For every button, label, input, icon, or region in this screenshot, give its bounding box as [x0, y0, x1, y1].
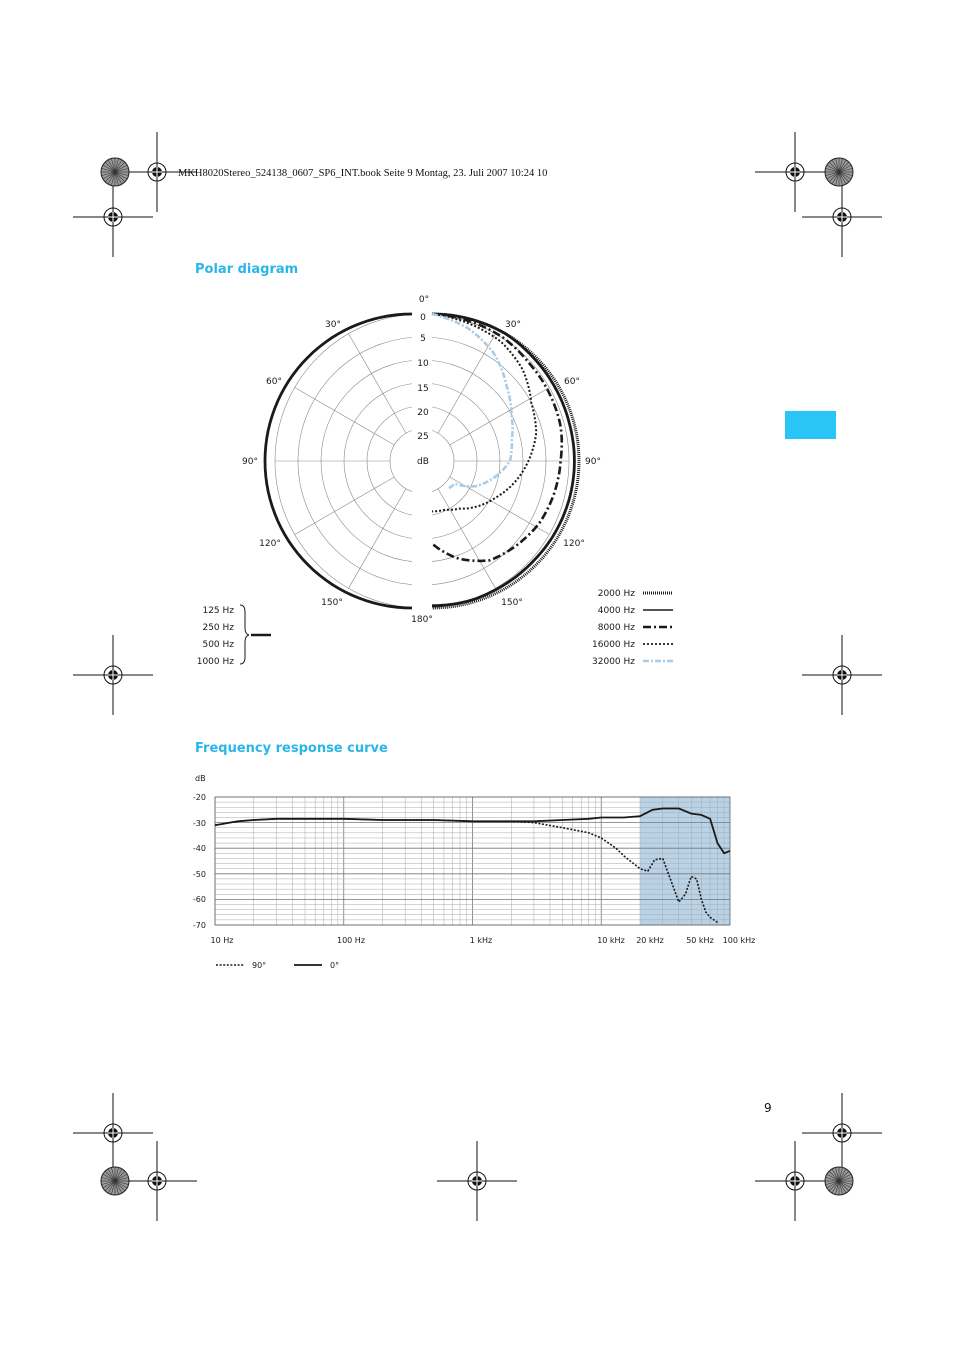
- registration-target: [73, 177, 153, 257]
- legend-1000hz: 1000 Hz: [196, 657, 234, 667]
- polar-label-left-30: 30°: [325, 320, 341, 330]
- polar-label-right-150: 150°: [501, 598, 523, 608]
- polar-diagram: [197, 295, 673, 667]
- ytick-minus40: -40: [192, 844, 206, 853]
- legend-125hz: 125 Hz: [202, 606, 234, 616]
- legend-0deg: 0°: [330, 961, 340, 970]
- registration-target: [802, 635, 882, 715]
- registration-target: [73, 635, 153, 715]
- registration-marks: [73, 132, 882, 1221]
- polar-ring-label-5: 5: [420, 334, 426, 344]
- xtick-20khz: 20 kHz: [636, 936, 664, 945]
- ytick-minus50: -50: [192, 870, 206, 879]
- legend-8000hz: 8000 Hz: [597, 623, 635, 633]
- polar-left-legend: [197, 605, 271, 667]
- polar-ring-label-25: 25: [417, 432, 429, 442]
- frequency-ylabel: dB: [195, 774, 206, 783]
- polar-label-0deg: 0°: [418, 295, 430, 305]
- polar-label-right-90: 90°: [585, 457, 601, 467]
- legend-500hz: 500 Hz: [202, 640, 234, 650]
- polar-ring-label-15: 15: [417, 384, 429, 394]
- registration-star: [825, 1167, 853, 1195]
- polar-diagram-heading: Polar diagram: [195, 262, 299, 277]
- xtick-100hz: 100 Hz: [336, 936, 366, 945]
- registration-target: [802, 177, 882, 257]
- xtick-10khz: 10 kHz: [597, 936, 625, 945]
- polar-curve-4000hz: [432, 314, 574, 606]
- ytick-minus70: -70: [192, 921, 206, 930]
- polar-curve-8000hz: [432, 314, 562, 561]
- ytick-minus60: -60: [192, 895, 206, 904]
- registration-target: [437, 1141, 517, 1221]
- registration-target: [755, 132, 835, 212]
- legend-2000hz: 2000 Hz: [597, 589, 635, 599]
- registration-star: [101, 158, 129, 186]
- polar-label-180deg: 180°: [411, 615, 433, 625]
- polar-ring-label-20: 20: [417, 408, 429, 418]
- ytick-minus30: -30: [192, 819, 206, 828]
- registration-target: [755, 1141, 835, 1221]
- registration-target: [73, 1093, 153, 1173]
- polar-unit-label: dB: [417, 457, 429, 467]
- frequency-response-chart: [193, 774, 755, 970]
- polar-label-left-120: 120°: [259, 539, 281, 549]
- frequency-response-heading: Frequency response curve: [195, 741, 388, 756]
- polar-ring-label-0: 0: [420, 313, 426, 323]
- xtick-1khz: 1 kHz: [469, 936, 493, 945]
- registration-star: [825, 158, 853, 186]
- print-slug-line: MKH8020Stereo_524138_0607_SP6_INT.book Seite 9 Montag, 23. Juli 2007 10:24 10: [178, 168, 548, 179]
- ytick-minus20: -20: [192, 793, 206, 802]
- legend-32000hz: 32000 Hz: [592, 657, 635, 667]
- xtick-100khz: 100 kHz: [722, 936, 756, 945]
- legend-90deg: 90°: [252, 961, 267, 970]
- polar-label-right-60: 60°: [564, 377, 580, 387]
- polar-right-legend: [592, 589, 673, 667]
- frequency-legend: [216, 961, 339, 970]
- page-number: 9: [764, 1101, 772, 1115]
- legend-brace: [240, 605, 249, 664]
- polar-label-left-60: 60°: [266, 377, 282, 387]
- xtick-10hz: 10 Hz: [210, 936, 234, 945]
- legend-4000hz: 4000 Hz: [597, 606, 635, 616]
- polar-label-left-150: 150°: [321, 598, 343, 608]
- registration-star: [101, 1167, 129, 1195]
- legend-250hz: 250 Hz: [202, 623, 234, 633]
- polar-label-left-90: 90°: [242, 457, 258, 467]
- xtick-50khz: 50 kHz: [686, 936, 714, 945]
- registration-target: [802, 1093, 882, 1173]
- legend-16000hz: 16000 Hz: [592, 640, 635, 650]
- polar-label-right-30: 30°: [505, 320, 521, 330]
- polar-ring-label-10: 10: [417, 359, 429, 369]
- polar-label-right-120: 120°: [563, 539, 585, 549]
